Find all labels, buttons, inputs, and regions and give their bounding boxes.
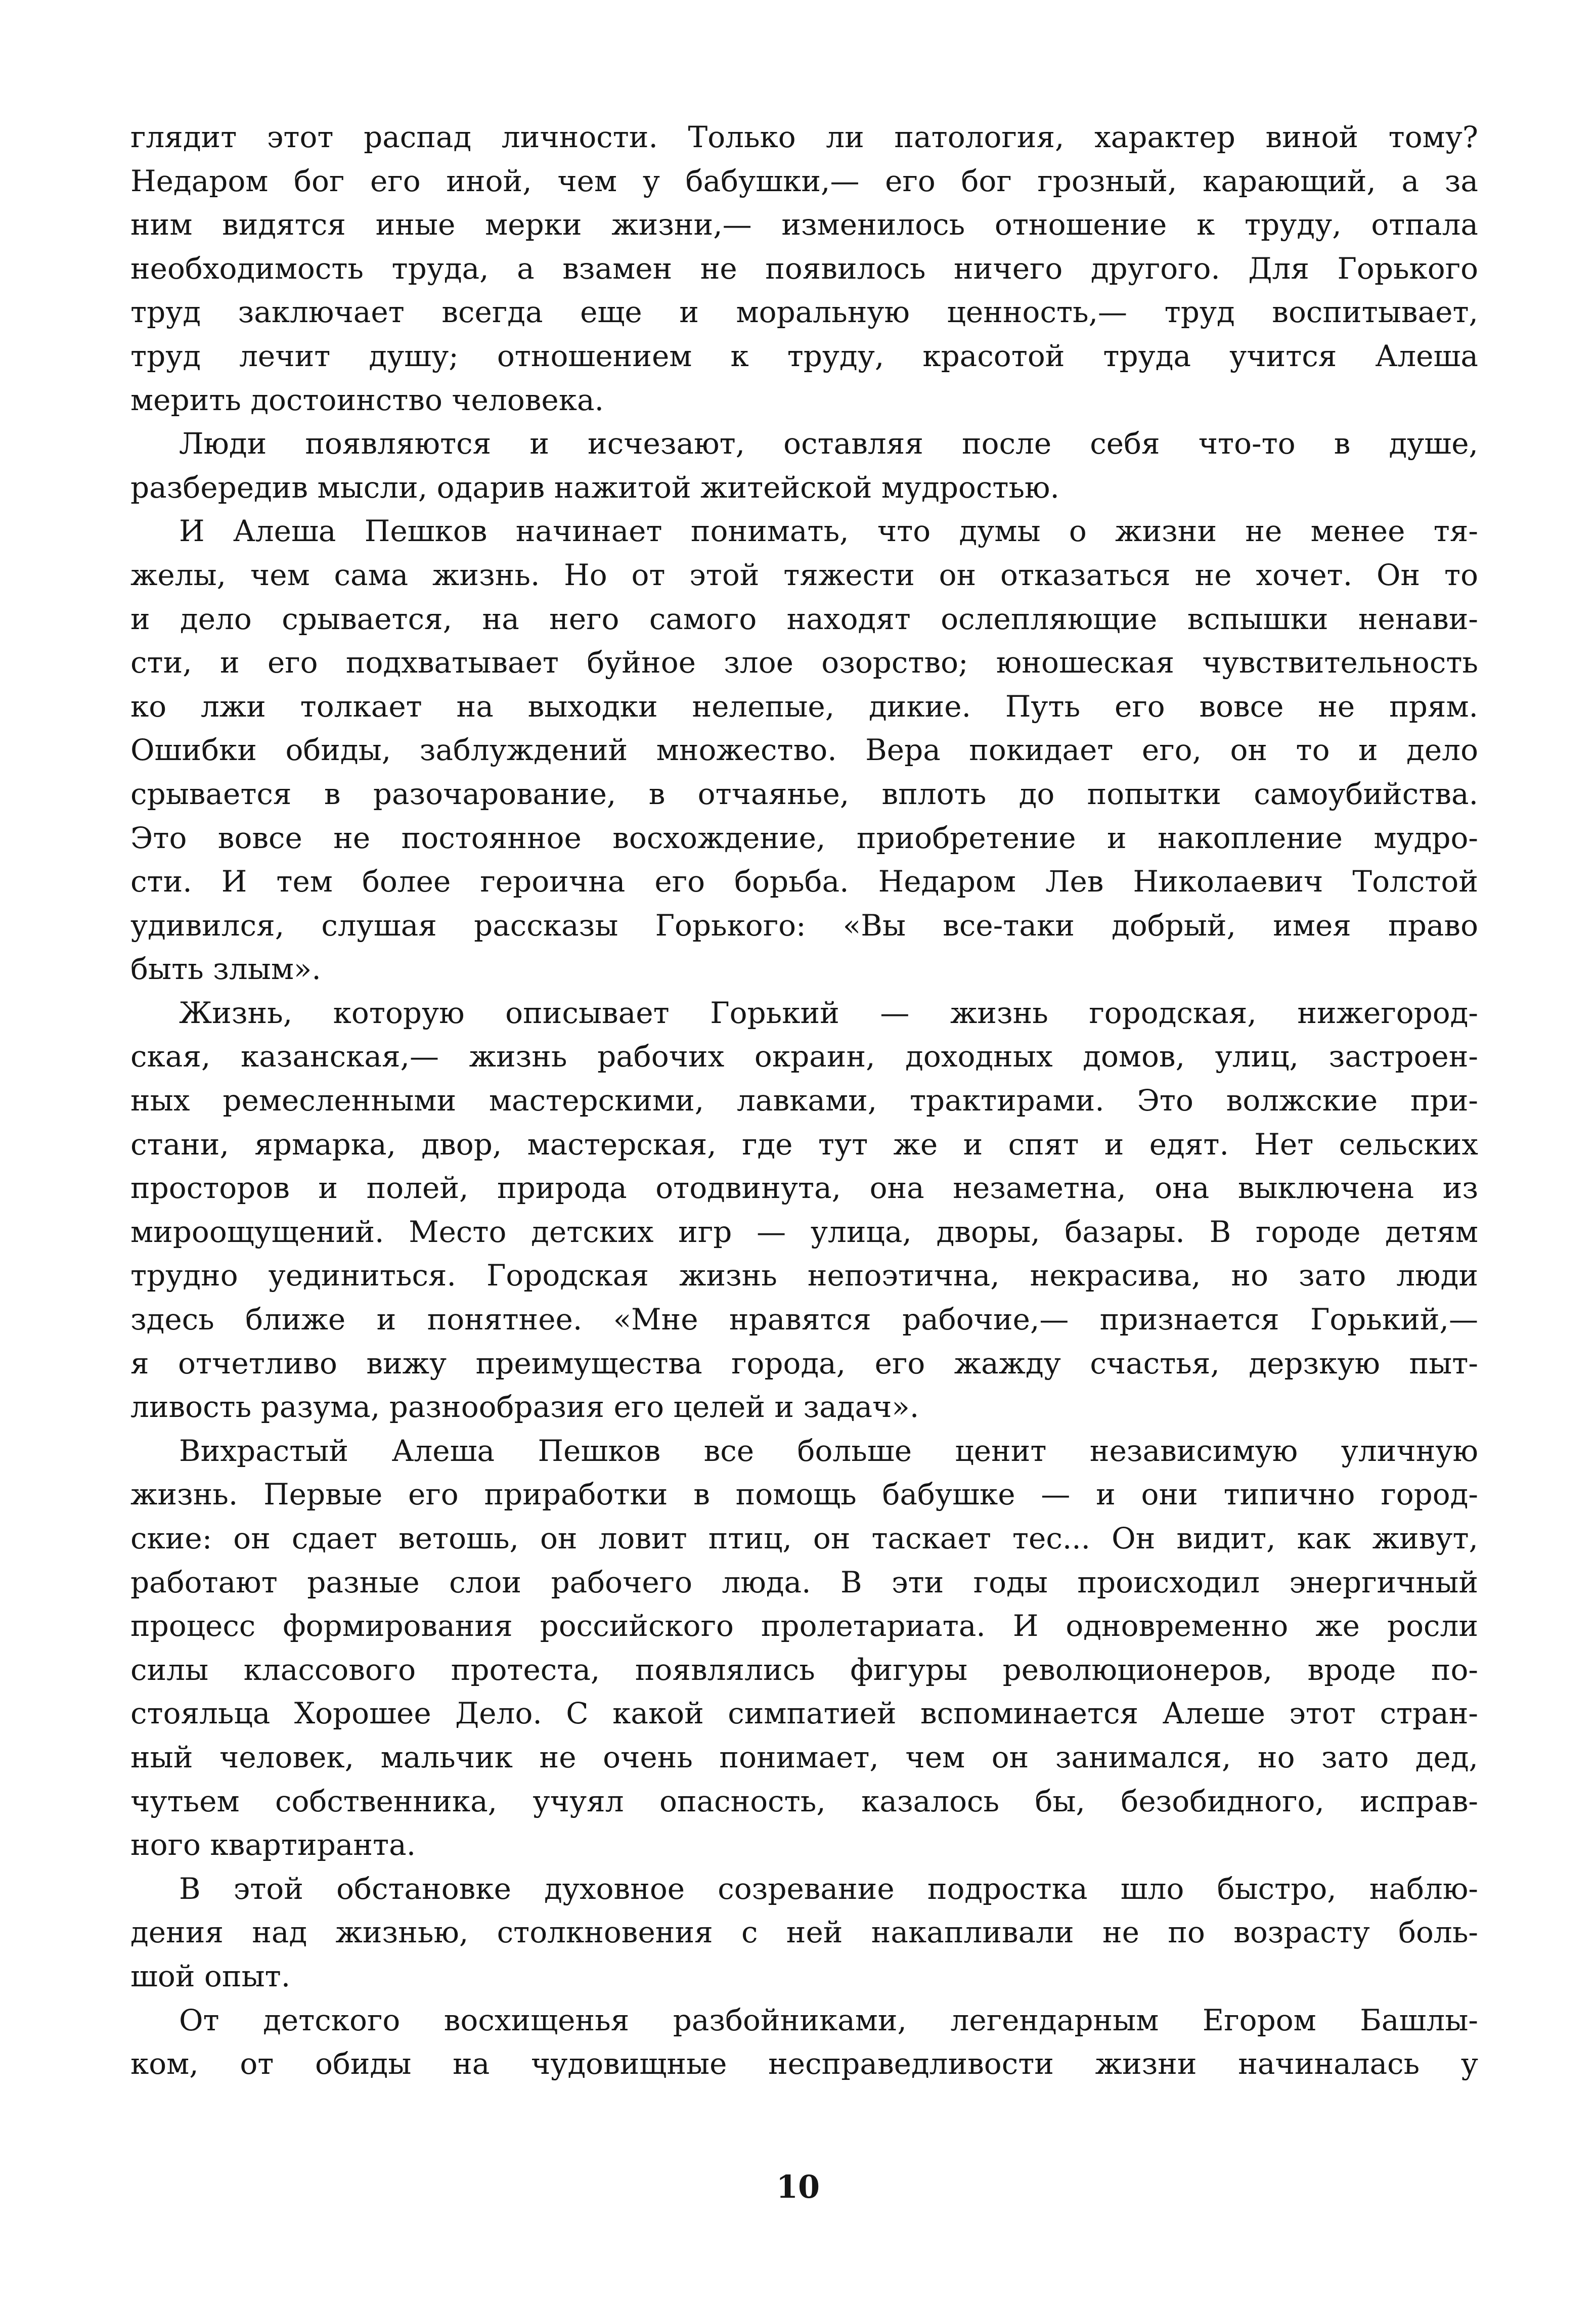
text-line: Это вовсе не постоянное восхождение, приобретение и накопление мудро- bbox=[130, 820, 1478, 855]
text-line: быть злым». bbox=[130, 952, 321, 987]
text-line: ним видятся иные мерки жизни,— изменилось отношение к труду, отпала bbox=[130, 207, 1478, 242]
paragraph bbox=[130, 422, 1478, 509]
text-line: Жизнь, которую описывает Горький — жизнь городская, нижегород- bbox=[179, 995, 1478, 1030]
text-line: силы классового протеста, появлялись фигуры революционеров, вроде по- bbox=[130, 1652, 1478, 1687]
text-line: Люди появляются и исчезают, оставляя после себя что-то в душе, bbox=[179, 426, 1478, 461]
text-line: И Алеша Пешков начинает понимать, что думы о жизни не менее тя- bbox=[179, 514, 1478, 549]
text-line: процесс формирования российского пролетариата. И одновременно же росли bbox=[130, 1609, 1478, 1643]
text-line: я отчетливо вижу преимущества города, его жажду счастья, дерзкую пыт- bbox=[130, 1346, 1478, 1381]
text-line: ко лжи толкает на выходки нелепые, дикие. Путь его вовсе не прям. bbox=[130, 689, 1478, 724]
text-line: ного квартиранта. bbox=[130, 1828, 416, 1862]
text-line: дения над жизнью, столкновения с ней накапливали не по возрасту боль- bbox=[130, 1915, 1478, 1950]
text-line: Вихрастый Алеша Пешков все больше ценит независимую уличную bbox=[179, 1433, 1478, 1468]
text-line: ный человек, мальчик не очень понимает, чем он занимался, но зато дед, bbox=[130, 1740, 1478, 1774]
text-line: сти. И тем более героична его борьба. Недаром Лев Николаевич Толстой bbox=[130, 864, 1478, 899]
text-line: стояльца Хорошее Дело. С какой симпатией вспоминается Алеше этот стран- bbox=[130, 1696, 1478, 1731]
text-line: срывается в разочарование, в отчаянье, вплоть до попытки самоубийства. bbox=[130, 776, 1478, 811]
text-line: сти, и его подхватывает буйное злое озорство; юношеская чувствительность bbox=[130, 645, 1478, 680]
text-line: ливость разума, разнообразия его целей и задач». bbox=[130, 1390, 919, 1425]
text-line: мироощущений. Место детских игр — улица, дворы, базары. В городе детям bbox=[130, 1214, 1478, 1249]
text-line: просторов и полей, природа отодвинута, она незаметна, она выключена из bbox=[130, 1171, 1478, 1206]
paragraph bbox=[130, 1998, 1478, 2086]
text-line: труд лечит душу; отношением к труду, красотой труда учится Алеша bbox=[130, 338, 1478, 373]
paragraph bbox=[130, 509, 1478, 991]
page-number: 10 bbox=[776, 2168, 820, 2205]
text-line: От детского восхищенья разбойниками, легендарным Егором Башлы- bbox=[179, 2003, 1478, 2037]
text-line: труд заключает всегда еще и моральную ценность,— труд воспитывает, bbox=[130, 295, 1478, 330]
text-line: необходимость труда, а взамен не появилось ничего другого. Для Горького bbox=[130, 251, 1478, 286]
text-line: удивился, слушая рассказы Горького: «Вы все-таки добрый, имея право bbox=[130, 908, 1478, 943]
paragraph bbox=[130, 991, 1478, 1429]
text-line: ных ремесленными мастерскими, лавками, трактирами. Это волжские при- bbox=[130, 1083, 1478, 1118]
body-text bbox=[130, 115, 1478, 2086]
paragraph bbox=[130, 1867, 1478, 1998]
text-line: мерить достоинство человека. bbox=[130, 382, 604, 417]
text-line: Ошибки обиды, заблуждений множество. Вера покидает его, он то и дело bbox=[130, 733, 1478, 768]
text-line: жизнь. Первые его приработки в помощь бабушке — и они типично город- bbox=[130, 1477, 1478, 1512]
text-line: ские: он сдает ветошь, он ловит птиц, он таскает тес... Он видит, как живут, bbox=[130, 1521, 1478, 1555]
text-line: трудно уединиться. Городская жизнь непоэтична, некрасива, но зато люди bbox=[130, 1258, 1478, 1293]
text-line: работают разные слои рабочего люда. В эти годы происходил энергичный bbox=[130, 1565, 1478, 1599]
text-line: Недаром бог его иной, чем у бабушки,— его бог грозный, карающий, а за bbox=[130, 163, 1478, 198]
text-line: В этой обстановке духовное созревание подростка шло быстро, наблю- bbox=[179, 1871, 1478, 1906]
text-line: разбередив мысли, одарив нажитой житейской мудростью. bbox=[130, 470, 1059, 505]
text-line: желы, чем сама жизнь. Но от этой тяжести он отказаться не хочет. Он то bbox=[130, 557, 1478, 592]
text-line: и дело срывается, на него самого находят ослепляющие вспышки ненави- bbox=[130, 601, 1478, 636]
text-line: глядит этот распад личности. Только ли патология, характер виной тому? bbox=[130, 120, 1478, 154]
text-line: чутьем собственника, учуял опасность, казалось бы, безобидного, исправ- bbox=[130, 1784, 1478, 1818]
text-line: шой опыт. bbox=[130, 1959, 291, 1993]
text-line: стани, ярмарка, двор, мастерская, где тут же и спят и едят. Нет сельских bbox=[130, 1127, 1478, 1162]
paragraph bbox=[130, 1429, 1478, 1867]
paragraph bbox=[130, 115, 1478, 422]
text-line: здесь ближе и понятнее. «Мне нравятся рабочие,— признается Горький,— bbox=[130, 1302, 1478, 1337]
text-line: ком, от обиды на чудовищные несправедливости жизни начиналась у bbox=[130, 2047, 1478, 2081]
text-line: ская, казанская,— жизнь рабочих окраин, доходных домов, улиц, застроен- bbox=[130, 1039, 1478, 1074]
